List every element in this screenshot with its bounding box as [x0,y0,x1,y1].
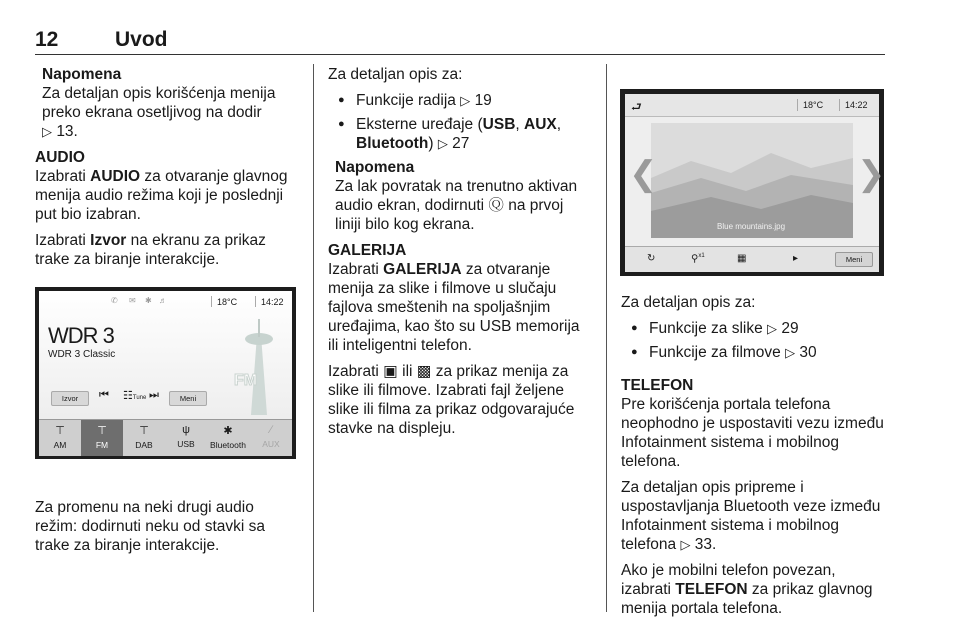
paragraph: Izabrati AUDIO za otvaranje glavnog menija audio režima koji je poslednji put bio izabran. [35,168,288,223]
status-bar [39,291,292,311]
audio-screen-image [35,287,296,459]
tab-fm[interactable]: ⊤ FM [81,420,123,456]
column-right [621,293,885,625]
page-ref-icon: ▷ [42,124,52,139]
usb-icon: ψ [182,424,190,436]
column-left-caption [35,498,297,562]
station-name: WDR 3 [48,323,114,348]
menu-button[interactable]: Meni [835,252,873,267]
paragraph: Izabrati Izvor na ekranu za prikaz trake za biranje interakcije. [35,232,266,268]
fm-logo-text: FM [234,372,258,389]
audio-home-icon: Ⓠ [488,197,504,214]
note-text: Za lak povratak na trenutno aktivan audio ekran, dodirnuti Ⓠ na prvoj liniji bilo kog ekrana. [335,178,578,233]
next-arrow-icon[interactable]: ❯ [857,155,886,193]
mountain-photo [651,123,853,238]
list-item: ● Funkcije za slike ▷ 29 [621,319,885,338]
play-icon[interactable]: ▸ [793,253,799,264]
clock: 14:22 [261,297,284,307]
page-number: 12 [35,28,59,51]
tab-am[interactable]: ⊤ AM [39,420,81,456]
bullet-list [621,319,885,362]
antenna-icon: ⊤ [55,425,65,437]
zoom-icon[interactable]: ⚲$^{x1}$ [691,253,705,265]
source-button[interactable]: Izvor [51,391,89,406]
note-text: Za detaljan opis korišćenja menija preko ekrana osetljivog na dodir ▷ 13. [42,85,276,140]
image-caption: Blue mountains.jpg [717,222,786,231]
clock: 14:22 [845,100,868,110]
aux-cable-icon: ∕ [270,424,272,436]
tab-usb[interactable]: ψ USB [165,420,207,456]
slideshow-icon[interactable]: ▦ [737,253,747,264]
note-box [328,158,592,234]
note-title: Napomena [42,66,122,83]
paragraph: Za detaljan opis za: [328,66,463,83]
previous-icon[interactable]: ⏮ [99,389,109,401]
rotate-icon[interactable]: ↻ [647,253,656,264]
paragraph: Za detaljan opis za: [621,294,756,311]
phone-icon: ✆ [111,296,118,305]
antenna-icon: ⊤ [97,425,107,437]
page-header [35,28,885,55]
page-ref-icon: ▷ [680,537,691,552]
paragraph: Za detaljan opis pripreme i uspostavljanja Bluetooth veze između Infotainment sistema i mobilnog telefona ▷ 33. [621,479,881,553]
tab-dab[interactable]: ⊤ DAB [123,420,165,456]
previous-arrow-icon[interactable]: ❮ [629,155,658,193]
bluetooth-icon: ✱ [223,425,233,437]
gallery-toolbar [625,246,879,272]
interaction-selector-bar [39,419,292,456]
page-ref-icon: ▷ [437,136,448,151]
column-divider [313,64,314,612]
paragraph: Izabrati GALERIJA za otvaranje menija za slike i filmove u slučaju fajlova smeštenih na spoljašnjim uređajima, kao što su USB memorija ili inteligentni telefon. [328,261,580,354]
chapter-title: Uvod [115,28,168,51]
note-title: Napomena [335,159,415,176]
note-box [35,65,297,141]
paragraph: Ako je mobilni telefon povezan, izabrati TELEFON za prikaz glavnog menija portala telefona. [621,562,873,617]
tune-icon[interactable]: ☷Tune [123,390,147,402]
temperature: 18°C [217,297,238,307]
fm-tower-icon [229,315,289,415]
list-item: ● Funkcije radija ▷ 19 [328,91,592,110]
menu-button[interactable]: Meni [169,391,207,406]
paragraph: Za promenu na neki drugi audio režim: dodirnuti neku od stavki sa trake za biranje interakcije. [35,499,266,554]
section-heading-gallery: GALERIJA [328,242,407,259]
page-ref-icon: ▷ [460,93,471,108]
section-heading-audio: AUDIO [35,149,85,166]
column-divider [606,64,607,612]
status-bar [625,94,879,117]
paragraph: Izabrati ▣ ili ▩ za prikaz menija za slike ili filmove. Izabrati fajl željene slike ili filma za prikaz odgovarajuće stavke na displeju. [328,363,575,437]
list-item: ● Eksterne uređaje (USB, AUX, Bluetooth) ▷ 27 [328,115,592,153]
bullet-list [328,91,592,153]
back-icon[interactable]: ⮐ [631,100,642,114]
column-left [35,65,297,276]
temperature: 18°C [803,100,824,110]
volume-icon: ♬ [159,296,167,305]
column-middle [328,65,592,445]
gallery-screen-image [620,89,884,276]
tab-aux[interactable]: ∕ AUX [250,420,292,456]
movie-icon: ▩ [416,363,432,380]
list-item: ● Funkcije za filmove ▷ 30 [621,343,885,362]
page-ref-icon: ▷ [767,321,778,336]
station-subtitle: WDR 3 Classic [48,349,116,360]
tab-bluetooth[interactable]: ✱ Bluetooth [207,420,249,456]
antenna-icon: ⊤ [139,425,149,437]
paragraph: Pre korišćenja portala telefona neophodno je uspostaviti vezu između Infotainment sistema i mobilnog telefona. [621,396,884,470]
message-icon: ✉ [129,296,136,305]
section-heading-phone: TELEFON [621,377,694,394]
next-icon[interactable]: ⏭ [149,389,159,401]
picture-icon: ▣ [383,363,398,380]
bluetooth-icon: ✱ [145,296,152,305]
page-ref-icon: ▷ [785,345,796,360]
